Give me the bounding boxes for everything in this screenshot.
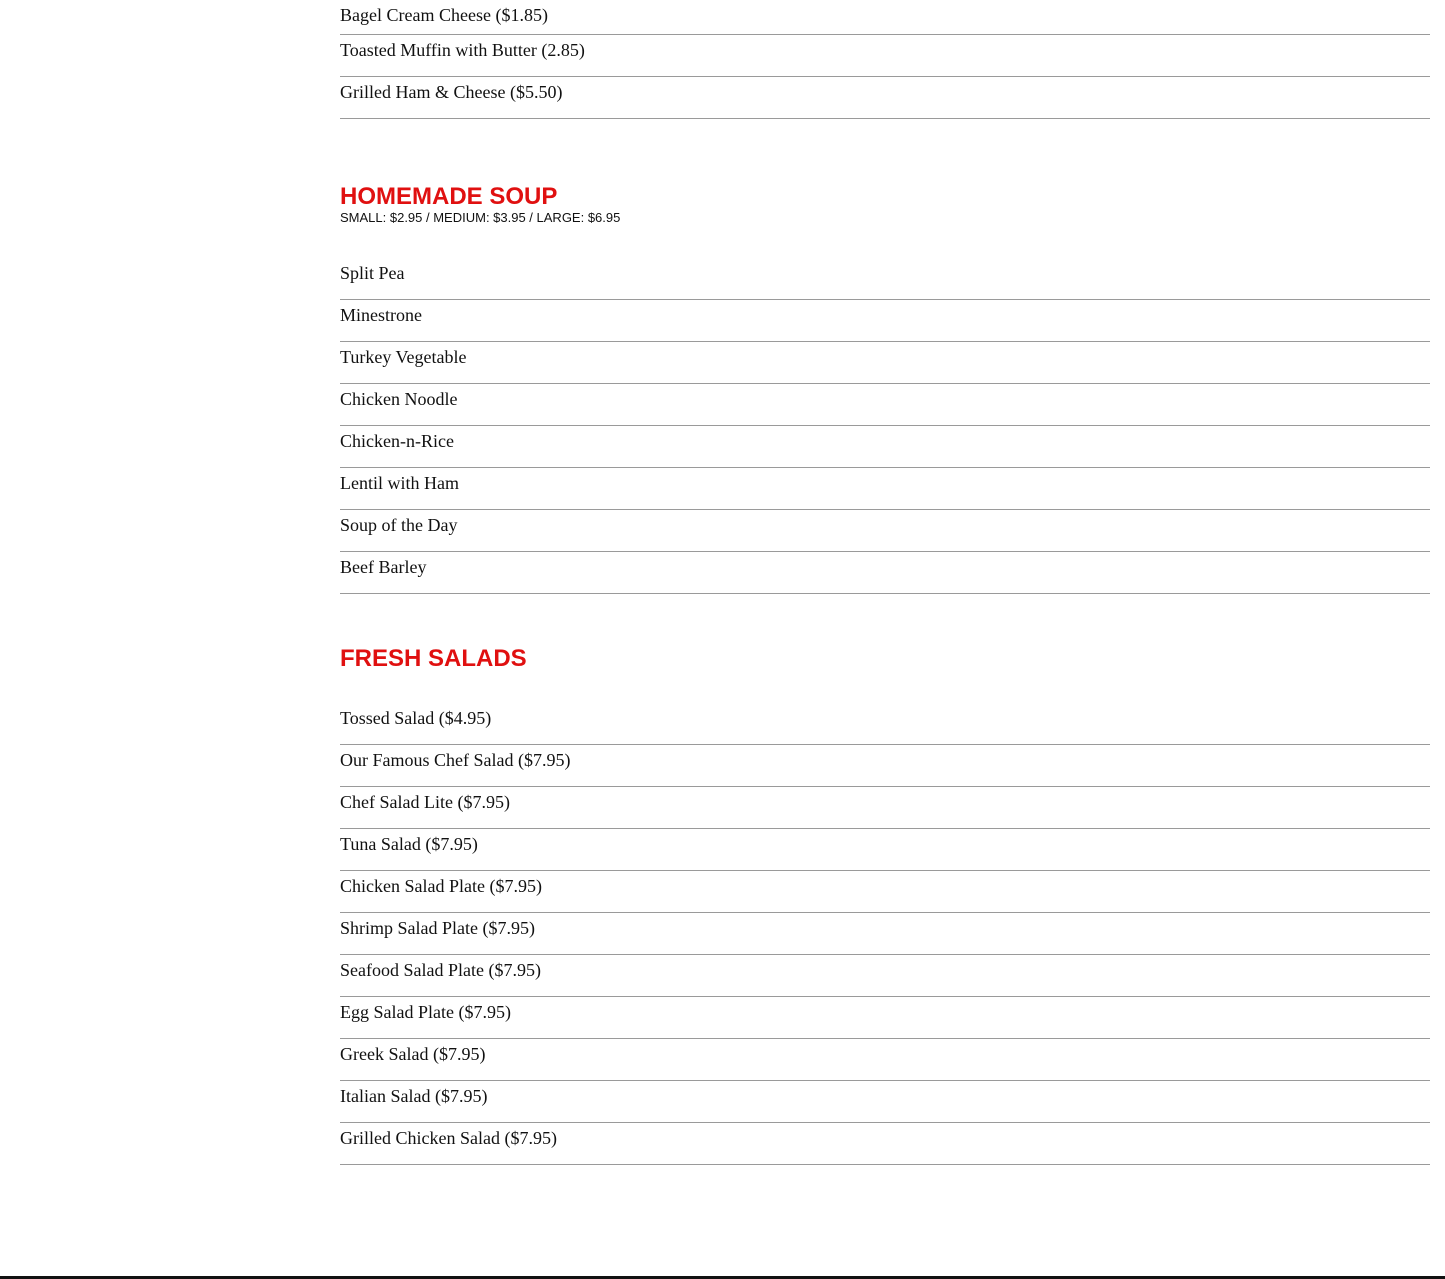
salad-section-header — [340, 646, 1430, 672]
menu-item — [340, 871, 1430, 913]
menu-item — [340, 35, 1430, 77]
menu-list-soup — [340, 258, 1430, 594]
menu-item — [340, 384, 1430, 426]
menu-item — [340, 300, 1430, 342]
menu-item-label: Seafood Salad Plate ($7.95) — [340, 960, 541, 980]
menu-item — [340, 1081, 1430, 1123]
menu-item-label: Chicken-n-Rice — [340, 431, 454, 451]
menu-item-label: Beef Barley — [340, 557, 427, 577]
menu-item-label: Shrimp Salad Plate ($7.95) — [340, 918, 535, 938]
menu-item-label: Italian Salad ($7.95) — [340, 1086, 488, 1106]
menu-item-label: Greek Salad ($7.95) — [340, 1044, 486, 1064]
menu-item-label: Chicken Noodle — [340, 389, 458, 409]
menu-item-label: Split Pea — [340, 263, 405, 283]
menu-item-label: Our Famous Chef Salad ($7.95) — [340, 750, 571, 770]
menu-item-label: Tossed Salad ($4.95) — [340, 708, 492, 728]
salad-section-title: FRESH SALADS — [340, 645, 527, 672]
menu-item — [340, 426, 1430, 468]
menu-item-label: Lentil with Ham — [340, 473, 459, 493]
soup-section-header — [340, 184, 1430, 225]
menu-list-salads — [340, 703, 1430, 1165]
menu-item — [340, 258, 1430, 300]
menu-item — [340, 342, 1430, 384]
menu-item-label: Chef Salad Lite ($7.95) — [340, 792, 510, 812]
menu-item — [340, 552, 1430, 594]
menu-content — [340, 0, 1430, 1165]
soup-section-title: HOMEMADE SOUP — [340, 183, 558, 210]
menu-item — [340, 1039, 1430, 1081]
menu-item-label: Bagel Cream Cheese ($1.85) — [340, 5, 548, 25]
menu-item — [340, 1123, 1430, 1165]
menu-item-label: Turkey Vegetable — [340, 347, 467, 367]
menu-item — [340, 913, 1430, 955]
menu-item — [340, 0, 1430, 35]
menu-item — [340, 745, 1430, 787]
menu-item — [340, 77, 1430, 119]
menu-item-label: Tuna Salad ($7.95) — [340, 834, 478, 854]
menu-item-label: Grilled Chicken Salad ($7.95) — [340, 1128, 557, 1148]
soup-prices: SMALL: $2.95 / MEDIUM: $3.95 / LARGE: $6.95 — [340, 210, 621, 225]
menu-item — [340, 510, 1430, 552]
menu-item — [340, 468, 1430, 510]
menu-item — [340, 703, 1430, 745]
menu-item-label: Soup of the Day — [340, 515, 458, 535]
menu-item-label: Minestrone — [340, 305, 422, 325]
menu-list-breakfast — [340, 0, 1430, 119]
menu-item-label: Toasted Muffin with Butter (2.85) — [340, 40, 585, 60]
menu-item — [340, 787, 1430, 829]
menu-item-label: Egg Salad Plate ($7.95) — [340, 1002, 511, 1022]
menu-item — [340, 829, 1430, 871]
menu-item-label: Chicken Salad Plate ($7.95) — [340, 876, 542, 896]
menu-item-label: Grilled Ham & Cheese ($5.50) — [340, 82, 563, 102]
menu-item — [340, 997, 1430, 1039]
menu-item — [340, 955, 1430, 997]
